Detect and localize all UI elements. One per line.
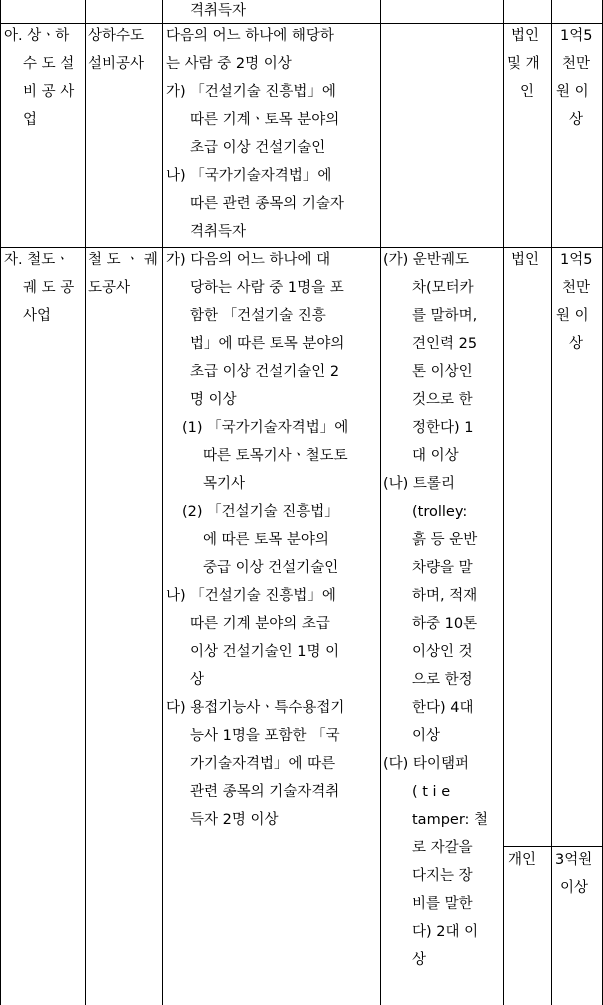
- subcategory-line: 철 도 ㆍ 궤: [88, 252, 158, 268]
- equipment-line: 이상: [412, 728, 441, 744]
- equipment-line: (trolley:: [412, 504, 468, 520]
- equipment-line: 이상인 것: [412, 644, 473, 660]
- entity-line: 및 개: [507, 56, 540, 72]
- qualification-line: 초급 이상 건설기술인: [190, 140, 326, 156]
- capital-line: 천만: [562, 280, 591, 296]
- equipment-line: (가) 운반궤도: [383, 252, 469, 268]
- qualification-line: 나) 「건설기술 진흥법」에: [166, 588, 336, 604]
- entity-line: 인: [520, 84, 535, 100]
- qualification-line: 따른 토목기사ㆍ철도토: [203, 448, 348, 464]
- equipment-line: 다) 2대 이: [412, 924, 479, 940]
- qualification-line: 득자 2명 이상: [190, 812, 279, 828]
- qualification-line: 격취득자: [190, 224, 247, 240]
- qualification-line: 에 따른 토목 분야의: [203, 532, 329, 548]
- equipment-line: 차량을 말: [412, 560, 473, 576]
- category-line: 비 공 사: [23, 84, 75, 100]
- equipment-line: 비를 말한: [412, 896, 473, 912]
- qualification-line: 관련 종목의 기술자격취: [190, 784, 340, 800]
- equipment-line: 흙 등 운반: [412, 532, 478, 548]
- entity-line: 개인: [508, 852, 537, 868]
- equipment-line: ( t i e: [412, 784, 451, 800]
- capital-line: 1억5: [560, 252, 593, 268]
- equipment-line: 하며, 적재: [412, 588, 478, 604]
- qualification-line: 가) 「건설기술 진흥법」에: [166, 84, 336, 100]
- qualification-line: 따른 관련 종목의 기술자: [190, 196, 344, 212]
- category-line: 자. 철도ㆍ: [4, 252, 70, 268]
- capital-line: 3억원: [555, 852, 593, 868]
- capital-line: 이상: [560, 880, 589, 896]
- equipment-line: 것으로 한: [412, 392, 473, 408]
- qualification-line: 격취득자: [190, 3, 247, 19]
- qualification-line: 상: [190, 672, 205, 688]
- qualification-line: 초급 이상 건설기술인 2: [190, 364, 340, 380]
- grid-vline: [503, 0, 504, 1005]
- qualification-line: 법」에 따른 토목 분야의: [190, 336, 345, 352]
- grid-vline: [551, 0, 552, 1005]
- category-line: 사업: [23, 308, 52, 324]
- qualification-line: 능사 1명을 포함한 「국: [190, 728, 340, 744]
- subcategory-line: 상하수도: [88, 28, 145, 44]
- equipment-line: 상: [412, 952, 427, 968]
- equipment-line: (다) 타이탬퍼: [383, 756, 469, 772]
- qualification-line: 함한 「건설기술 진흥: [190, 308, 326, 324]
- equipment-line: 를 말하며,: [412, 308, 478, 324]
- subcategory-line: 설비공사: [88, 56, 145, 72]
- grid-vline: [0, 0, 1, 1005]
- category-line: 업: [23, 112, 38, 128]
- equipment-line: (나) 트롤리: [383, 476, 455, 492]
- qualification-line: 다) 용접기능사ㆍ특수용접기: [166, 700, 345, 716]
- qualification-line: 가기술자격법」에 따른: [190, 756, 336, 772]
- equipment-line: 차(모터카: [412, 280, 474, 296]
- qualification-line: 목기사: [203, 476, 246, 492]
- qualification-line: (1) 「국가기술자격법」에: [182, 420, 349, 436]
- entity-line: 법인: [511, 28, 540, 44]
- category-line: 아. 상ㆍ하: [4, 28, 70, 44]
- qualification-line: 는 사람 중 2명 이상: [166, 56, 292, 72]
- qualification-line: 따른 기계 분야의 초급: [190, 616, 330, 632]
- qualification-line: 명 이상: [190, 392, 237, 408]
- qualification-line: 당하는 사람 중 1명을 포: [190, 280, 344, 296]
- grid-vline: [162, 0, 163, 1005]
- capital-line: 원 이: [556, 84, 589, 100]
- equipment-line: 로 자갈을: [412, 840, 473, 856]
- equipment-line: 한다) 4대: [412, 700, 474, 716]
- qualification-line: 다음의 어느 하나에 해당하: [166, 28, 334, 44]
- category-line: 궤 도 공: [23, 280, 75, 296]
- qualification-line: 가) 다음의 어느 하나에 대: [166, 252, 331, 268]
- equipment-line: 톤 이상인: [412, 364, 473, 380]
- equipment-line: 으로 한정: [412, 672, 473, 688]
- equipment-line: 견인력 25: [412, 336, 478, 352]
- qualification-line: 중급 이상 건설기술인: [203, 560, 339, 576]
- equipment-line: 하중 10톤: [412, 616, 478, 632]
- qualification-line: 나) 「국가기술자격법」에: [166, 168, 332, 184]
- equipment-line: tamper: 철: [412, 812, 489, 828]
- entity-line: 법인: [511, 252, 540, 268]
- category-line: 수 도 설: [23, 56, 75, 72]
- equipment-line: 다지는 장: [412, 868, 473, 884]
- capital-line: 원 이: [556, 308, 589, 324]
- qualification-line: 따른 기계ㆍ토목 분야의: [190, 112, 340, 128]
- equipment-line: 정한다) 1: [412, 420, 474, 436]
- qualification-line: (2) 「건설기술 진흥법」: [182, 504, 339, 520]
- qualification-line: 이상 건설기술인 1명 이: [190, 644, 340, 660]
- capital-line: 천만: [562, 56, 591, 72]
- capital-line: 1억5: [560, 28, 593, 44]
- grid-vline: [85, 0, 86, 1005]
- grid-vline: [380, 0, 381, 1005]
- subcategory-line: 도공사: [88, 280, 131, 296]
- equipment-line: 대 이상: [412, 448, 459, 464]
- capital-line: 상: [569, 336, 584, 352]
- capital-line: 상: [569, 112, 584, 128]
